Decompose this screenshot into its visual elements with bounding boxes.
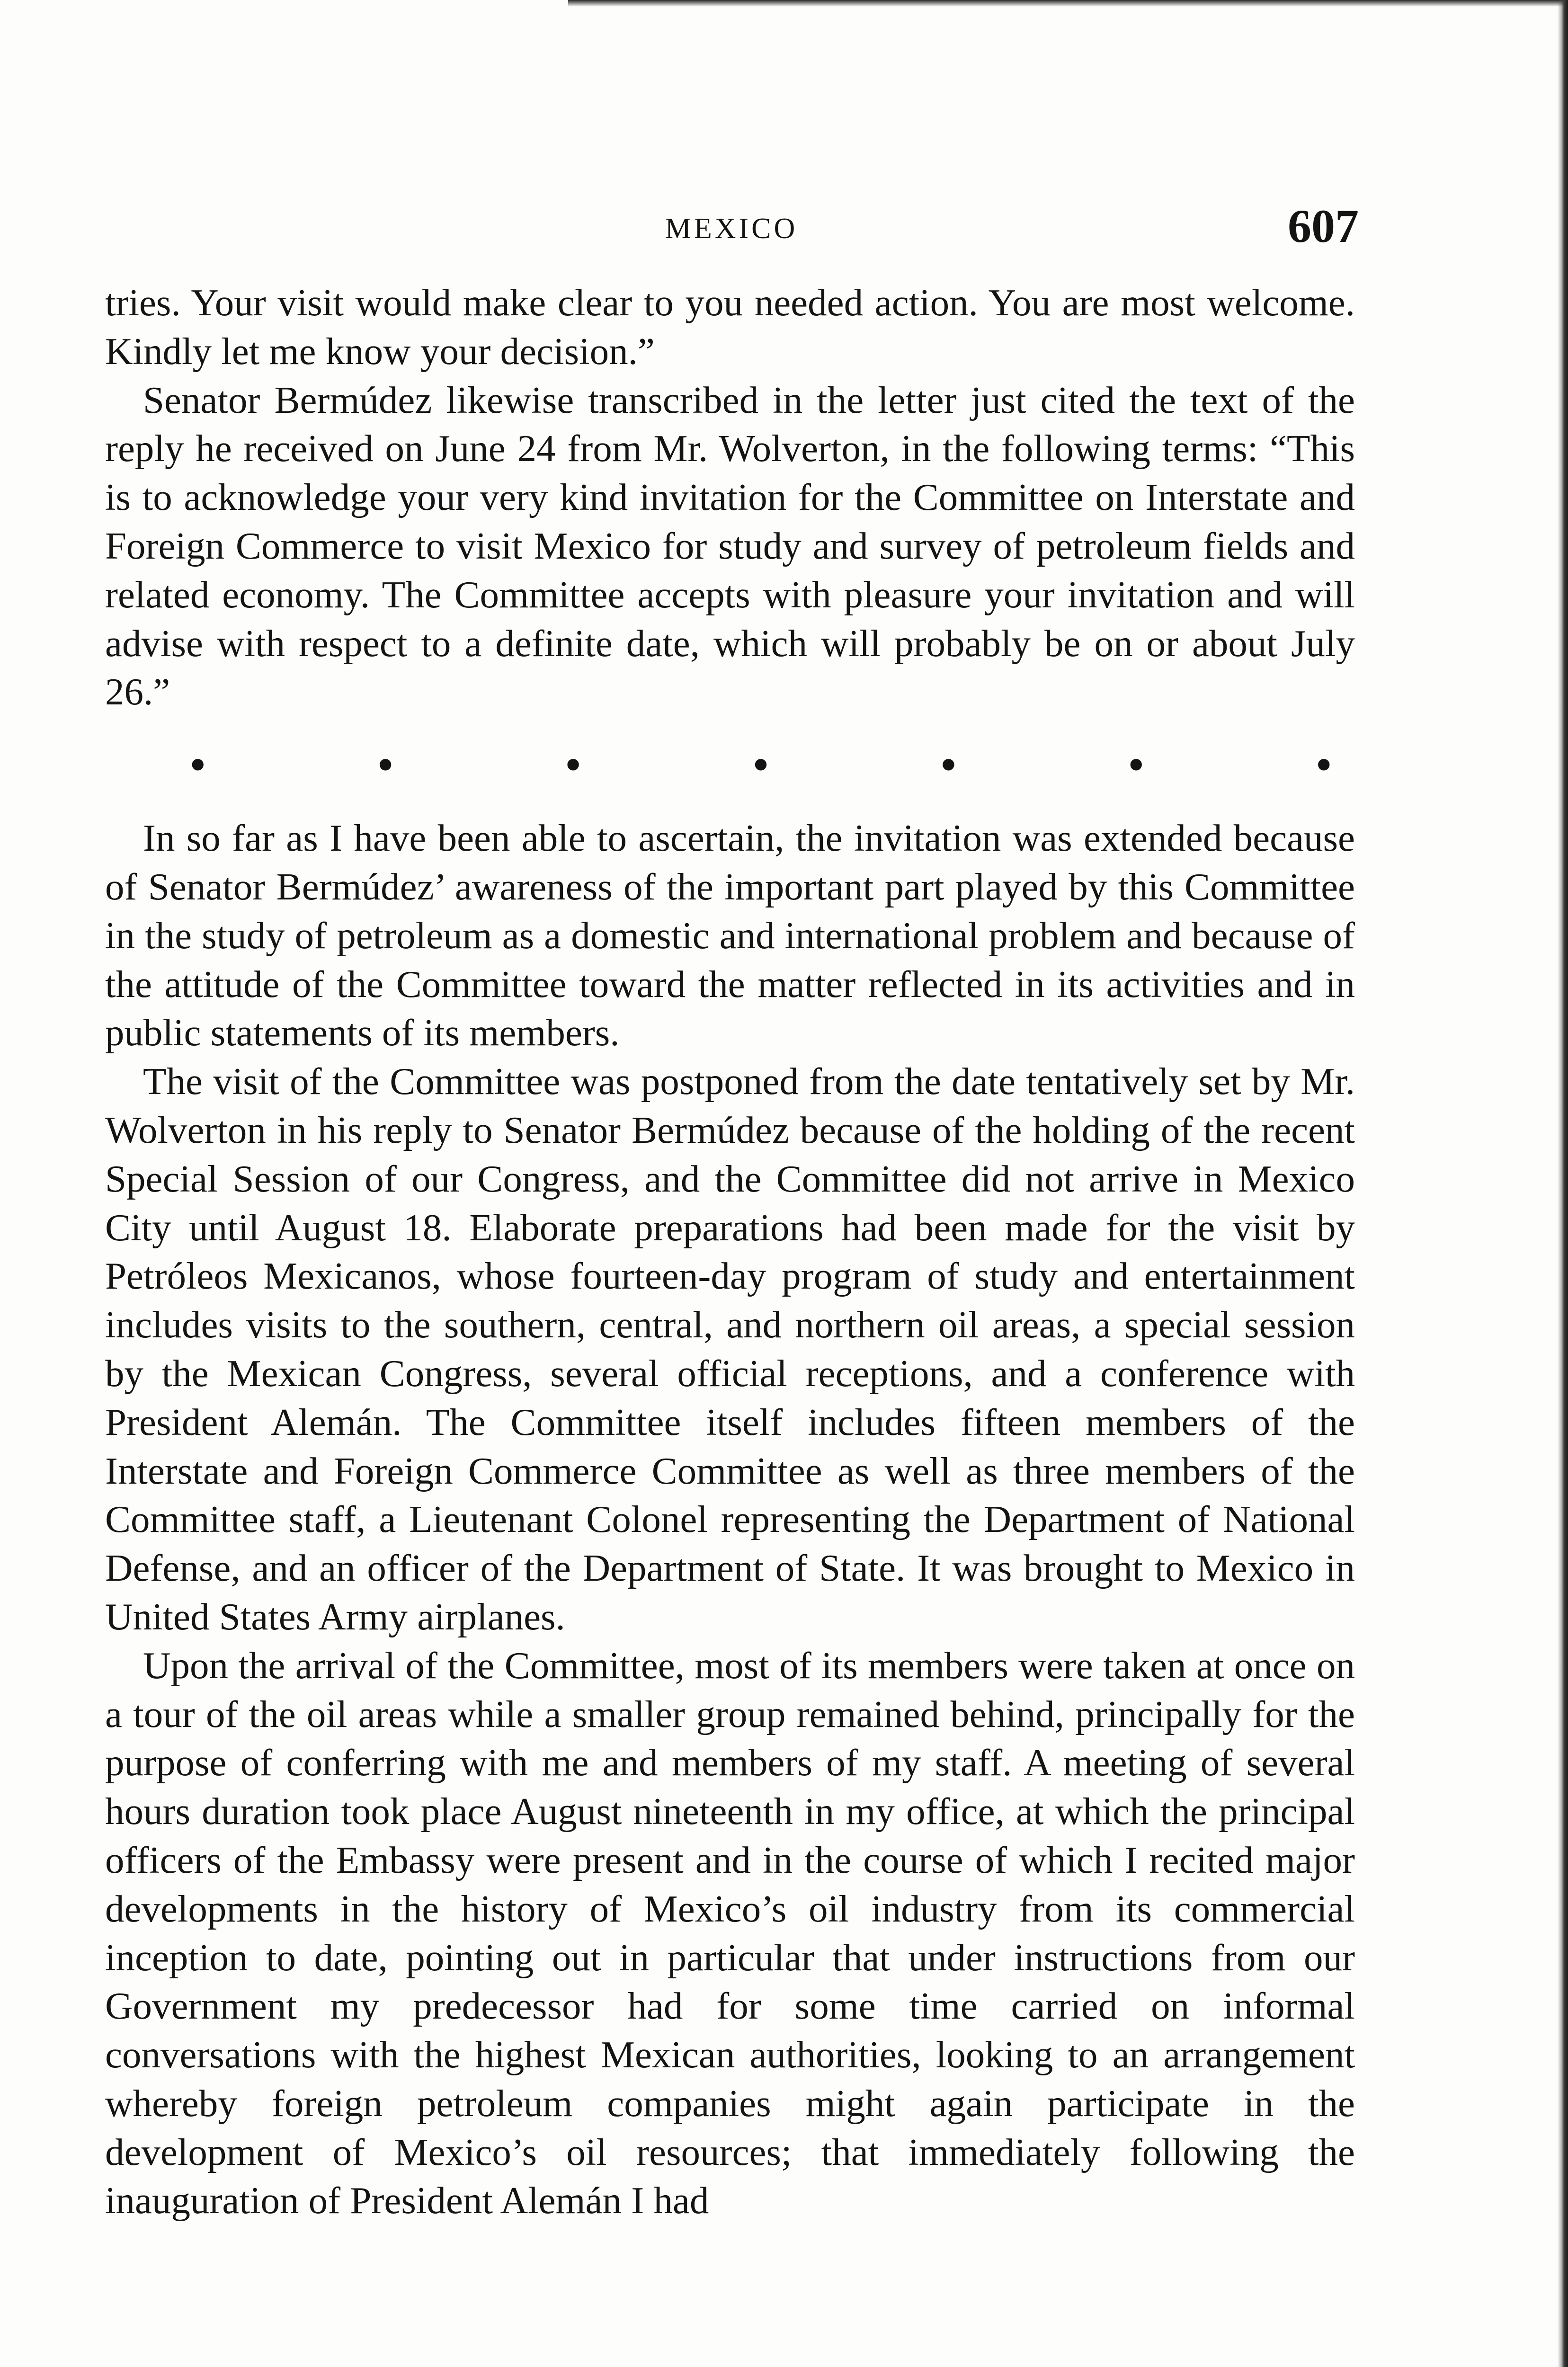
paragraph-1: tries. Your visit would make clear to you needed action. You are most welcome. Kindly let me know your decision.” — [105, 281, 1355, 373]
paragraph-4: The visit of the Committee was postponed from the date tentatively set by Mr. Wolverton in his reply to Senator Bermúdez because of the holding of the recent Special Session of our Congress, and the Committee did not arrive in Mexico City until August 18. Elaborate preparations had been made for the visit by Petróleos Mexicanos, whose fourteen-day program of study and entertainment includes visits to the southern, central, and northern oil areas, a special session by the Mexican Congress, several official receptions, and a conference with President Alemán. The Committee itself includes fifteen members of the Interstate and Foreign Commerce Committee as well as three members of the Committee staff, a Lieutenant Colonel representing the Department of National Defense, and an officer of the Department of State. It was brought to Mexico in United States Army airplanes. — [105, 1060, 1355, 1638]
ellipsis-dot: • — [378, 741, 393, 788]
paragraph-2: Senator Bermúdez likewise transcribed in the letter just cited the text of the reply he received on June 24 from Mr. Wolverton, in the following terms: “This is to acknowledge your very kind invitation for the Committee on Interstate and Foreign Commerce to visit Mexico for study and survey of petroleum fields and related economy. The Committee accepts with pleasure your invitation and will advise with respect to a definite date, which will probably be on or about July 26.” — [105, 378, 1355, 713]
scan-edge-top — [568, 0, 1568, 7]
ellipsis-dot: • — [190, 741, 205, 788]
paragraph-3: In so far as I have been able to ascertain, the invitation was extended because of Senator Bermúdez’ awareness of the important part played by this Committee in the study of petroleum as a domestic and international problem and because of the attitude of the Committee toward the matter reflected in its activities and in public statements of its members. — [105, 817, 1355, 1054]
running-head — [104, 199, 1359, 265]
scan-edge-right — [1558, 0, 1568, 2367]
ellipsis-dot: • — [1316, 741, 1331, 788]
body-text — [105, 278, 1355, 2225]
page-number: 607 — [1288, 200, 1359, 252]
ellipsis-dot: • — [565, 741, 581, 788]
ellipsis-dot: • — [1129, 741, 1144, 788]
ellipsis-dot: • — [753, 741, 768, 788]
paragraph-5: Upon the arrival of the Committee, most of its members were taken at once on a tour of the oil areas while a smaller group remained behind, principally for the purpose of conferring with me and members of my staff. A meeting of several hours duration took place August nineteenth in my office, at which the principal officers of the Embassy were present and in the course of which I recited major developments in the history of Mexico’s oil industry from its commercial inception to date, pointing out in particular that under instructions from our Government my predecessor had for some time carried on informal conversations with the highest Mexican authorities, looking to an arrangement whereby foreign petroleum companies might again participate in the development of Mexico’s oil resources; that immediately following the inauguration of President Alemán I had — [105, 1644, 1355, 2222]
running-title: MEXICO — [665, 213, 798, 245]
ellipsis-dot: • — [941, 741, 956, 788]
ellipsis-separator — [105, 716, 1355, 814]
